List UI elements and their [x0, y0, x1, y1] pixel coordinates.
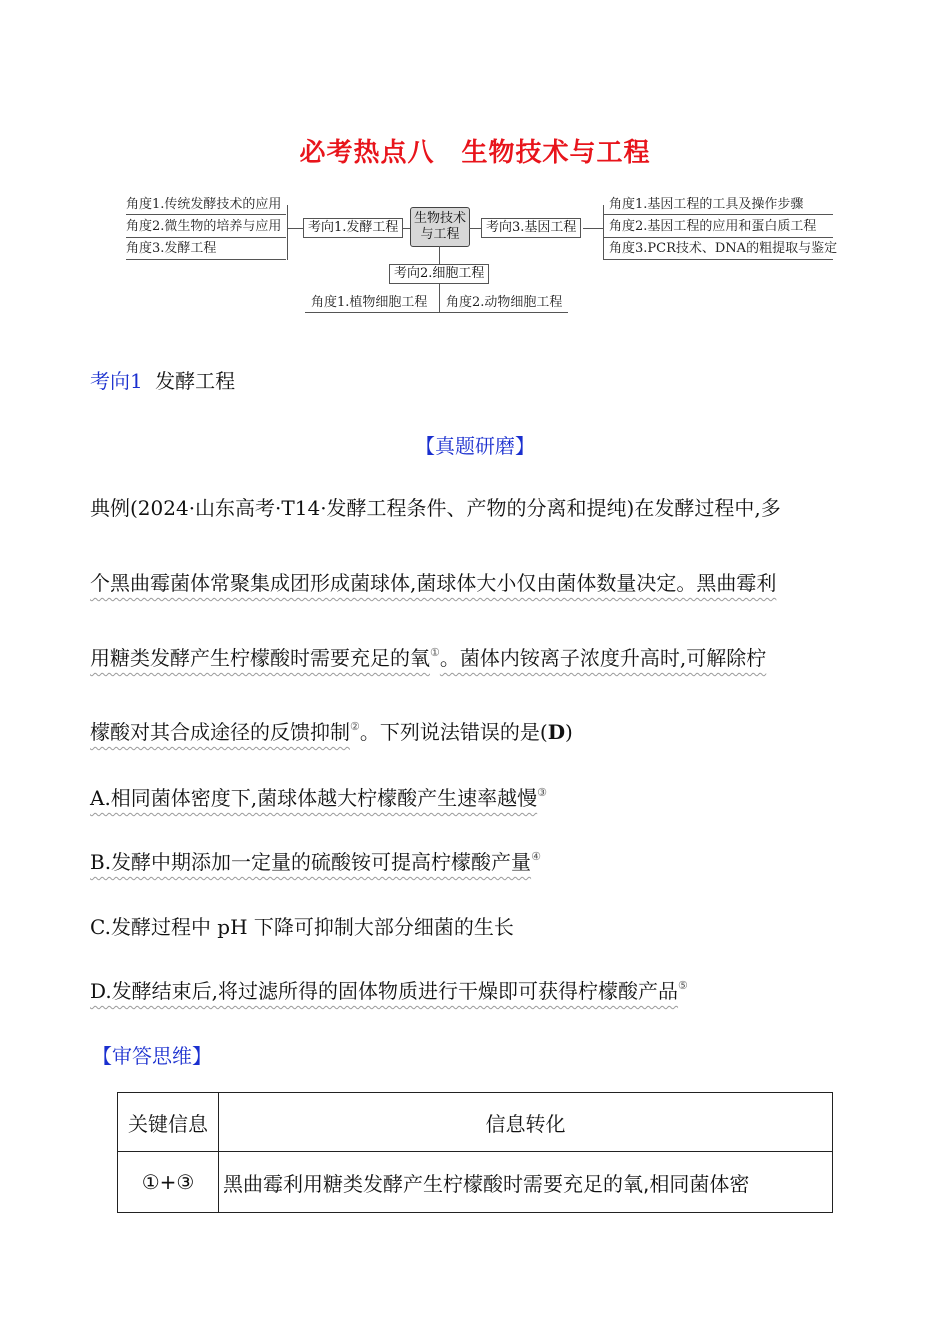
bottom-angle-item: 角度1.植物细胞工程 [311, 295, 428, 310]
table-cell: ①+③ [118, 1152, 219, 1213]
left-angle-item: 角度1.传统发酵技术的应用 [126, 197, 282, 212]
option-text: D.发酵结束后,将过滤所得的固体物质进行干燥即可获得柠檬酸产品 [90, 979, 679, 1003]
answer: D [547, 720, 566, 744]
bottom-topic-node: 考向2.细胞工程 [389, 264, 489, 284]
option-a [90, 782, 880, 811]
note-mark: ① [430, 646, 440, 659]
question-text: 。菌体内铵离子浓度升高时,可解除柠 [439, 646, 767, 670]
section-title: 发酵工程 [155, 369, 236, 393]
question-line [90, 642, 880, 671]
option-text: C.发酵过程中 pH 下降可抑制大部分细菌的生长 [90, 915, 514, 939]
left-angle-item: 角度3.发酵工程 [126, 241, 217, 256]
question-text: ) [565, 720, 573, 744]
center-node [410, 207, 470, 247]
right-angle-item: 角度1.基因工程的工具及操作步骤 [609, 197, 804, 212]
option-c [90, 911, 880, 940]
table-header-row [118, 1093, 833, 1152]
question-line: 典例(2024·山东高考·T14·发酵工程条件、产物的分离和提纯)在发酵过程中,多 [90, 496, 781, 520]
section-heading [90, 365, 235, 394]
option-text: A.相同菌体密度下,菌球体越大柠檬酸产生速率越慢 [90, 786, 538, 810]
page-title: 必考热点八 生物技术与工程 [299, 138, 651, 168]
note-mark: ③ [537, 786, 548, 799]
question-text: 。下列说法错误的是( [359, 720, 548, 744]
info-table [117, 1092, 833, 1213]
table-header: 关键信息 [118, 1093, 219, 1152]
left-topic-node: 考向1.发酵工程 [303, 218, 403, 238]
note-mark: ② [350, 720, 360, 733]
right-topic-node: 考向3.基因工程 [481, 218, 581, 238]
note-mark: ④ [531, 850, 541, 863]
right-angle-item: 角度2.基因工程的应用和蛋白质工程 [609, 219, 817, 234]
question-text: 用糖类发酵产生柠檬酸时需要充足的氧 [90, 646, 430, 670]
note-mark: ⑤ [678, 979, 688, 992]
center-node-line: 与工程 [420, 227, 460, 242]
subhead-real-exam: 【真题研磨】 [415, 434, 535, 458]
right-angle-item: 角度3.PCR技术、DNA的粗提取与鉴定 [609, 241, 838, 256]
option-text: B.发酵中期添加一定量的硫酸铵可提高柠檬酸产量 [90, 850, 532, 874]
question-text: 檬酸对其合成途径的反馈抑制 [90, 720, 350, 744]
left-angle-item: 角度2.微生物的培养与应用 [126, 219, 282, 234]
option-d [90, 975, 880, 1004]
subhead-thinking: 【审答思维】 [92, 1044, 212, 1068]
table-row [118, 1152, 833, 1213]
table-cell: 黑曲霉利用糖类发酵产生柠檬酸时需要充足的氧,相同菌体密 [219, 1152, 833, 1213]
center-node-line: 生物技术 [413, 211, 466, 226]
section-label: 考向1 [90, 369, 143, 393]
table-header: 信息转化 [219, 1093, 833, 1152]
question-line [90, 716, 880, 745]
bottom-angle-item: 角度2.动物细胞工程 [446, 295, 563, 310]
question-line: 个黑曲霉菌体常聚集成团形成菌球体,菌球体大小仅由菌体数量决定。黑曲霉利 [90, 571, 777, 595]
option-b [90, 846, 880, 875]
